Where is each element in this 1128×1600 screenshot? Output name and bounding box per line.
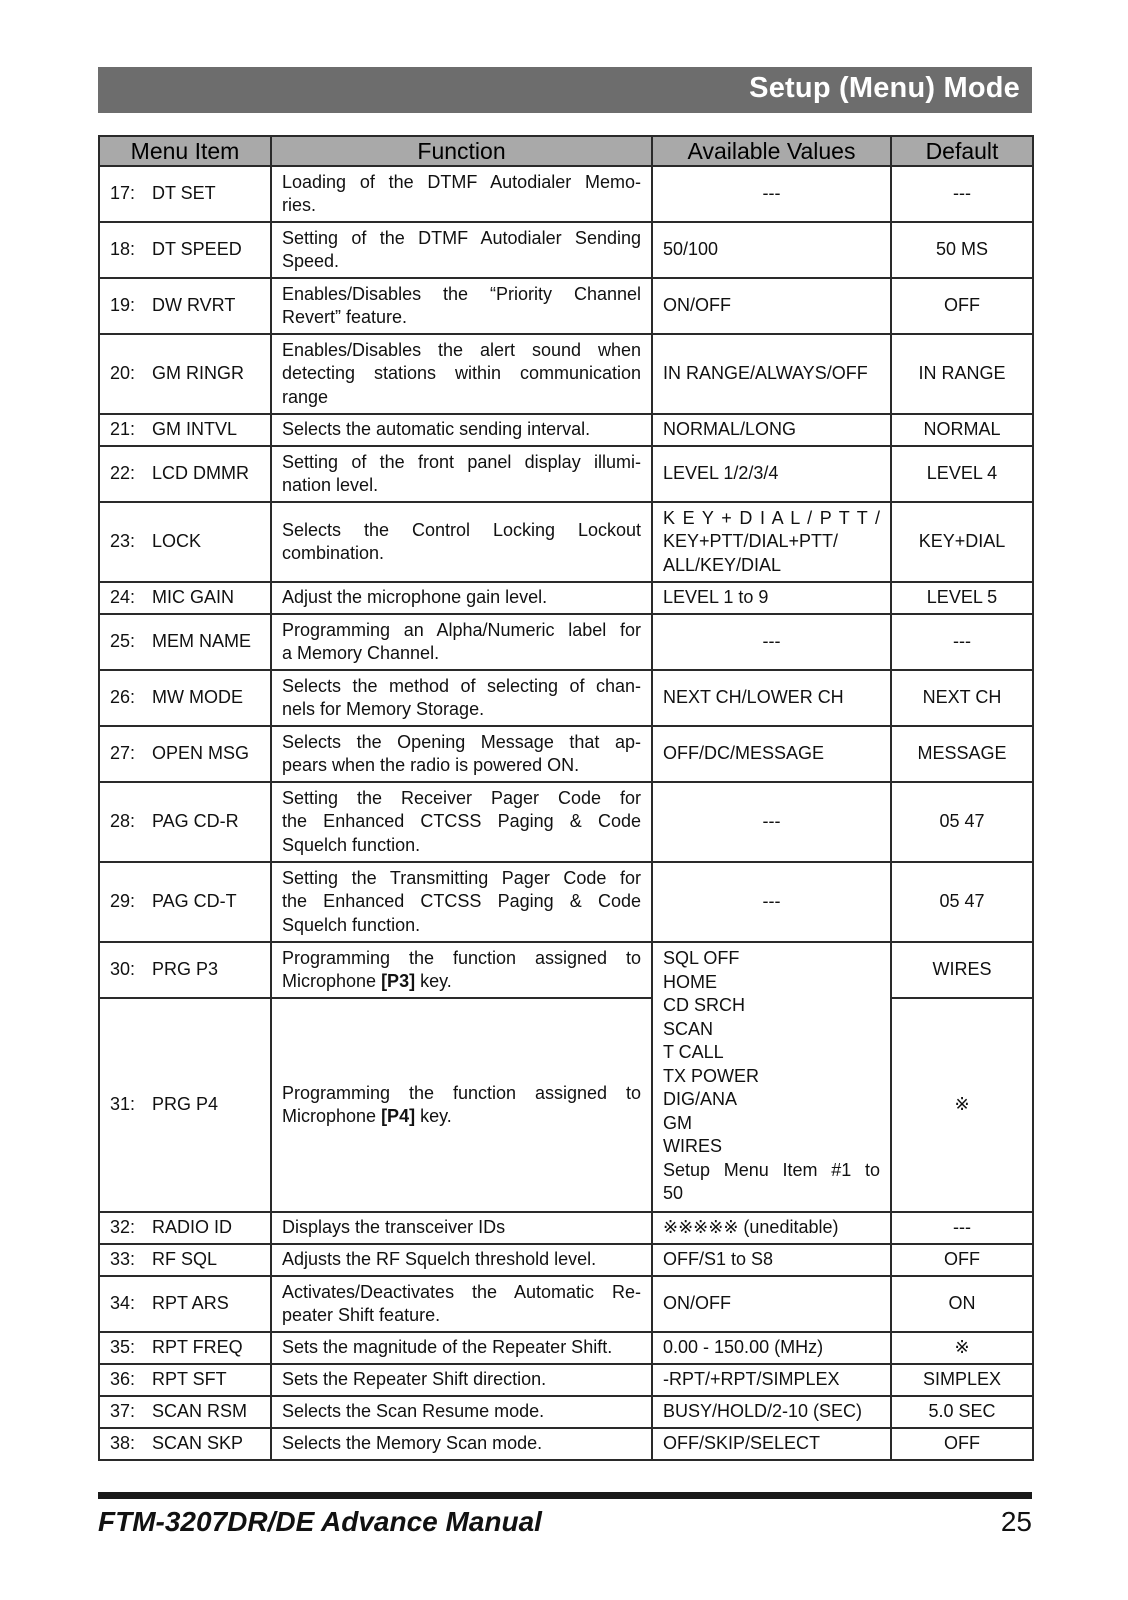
menu-item-cell xyxy=(99,1276,271,1332)
function-cell: Selects the Memory Scan mode. xyxy=(271,1428,652,1460)
values-cell: BUSY/HOLD/2-10 (SEC) xyxy=(652,1396,891,1428)
values-list-item: T CALL xyxy=(663,1042,724,1062)
menu-item-number: 24: xyxy=(110,587,136,608)
menu-item-cell xyxy=(99,1244,271,1276)
table-row xyxy=(99,1244,1033,1276)
function-cell: Sets the magnitude of the Repeater Shift. xyxy=(271,1332,652,1364)
table-row xyxy=(99,782,1033,862)
default-cell: LEVEL 5 xyxy=(891,582,1033,614)
function-text: Selects the Opening Message that ap- xyxy=(282,731,641,752)
menu-item-name: LCD DMMR xyxy=(152,463,249,484)
menu-item-name: GM INTVL xyxy=(152,419,238,440)
menu-item-cell xyxy=(99,166,271,222)
function-text-part: key. xyxy=(415,1106,452,1126)
table-row xyxy=(99,614,1033,670)
menu-item-number: 31: xyxy=(110,1094,136,1115)
function-text: Selects the Control Locking Lockout xyxy=(282,519,641,540)
default-cell: OFF xyxy=(891,278,1033,334)
menu-item-name: MEM NAME xyxy=(152,631,251,652)
values-text: KEY+PTT/DIAL+PTT/ xyxy=(663,531,839,552)
menu-item-cell xyxy=(99,942,271,998)
menu-item-number: 30: xyxy=(110,959,136,980)
page-number: 25 xyxy=(1000,1506,1032,1537)
function-text: Squelch function. xyxy=(282,914,421,935)
menu-item-name: DW RVRT xyxy=(152,295,236,316)
default-cell: --- xyxy=(891,1212,1033,1244)
default-cell: LEVEL 4 xyxy=(891,446,1033,502)
default-cell: NEXT CH xyxy=(891,670,1033,726)
values-cell: OFF/SKIP/SELECT xyxy=(652,1428,891,1460)
menu-item-cell xyxy=(99,414,271,446)
function-cell xyxy=(271,334,652,414)
table-row xyxy=(99,334,1033,414)
menu-item-cell xyxy=(99,1364,271,1396)
default-cell: SIMPLEX xyxy=(891,1364,1033,1396)
function-text: detecting stations within communication xyxy=(282,363,641,384)
default-cell: 5.0 SEC xyxy=(891,1396,1033,1428)
function-text-part: key. xyxy=(415,971,452,991)
default-cell: --- xyxy=(891,614,1033,670)
function-text: Programming the function assigned to xyxy=(282,947,641,968)
function-cell: Sets the Repeater Shift direction. xyxy=(271,1364,652,1396)
function-text: Setting of the front panel display illumi- xyxy=(282,451,641,472)
function-cell xyxy=(271,502,652,582)
menu-item-cell xyxy=(99,1428,271,1460)
values-cell: ON/OFF xyxy=(652,278,891,334)
function-cell: Selects the Scan Resume mode. xyxy=(271,1396,652,1428)
function-text: Setting the Receiver Pager Code for xyxy=(282,787,641,808)
menu-item-cell xyxy=(99,998,271,1212)
function-cell xyxy=(271,278,652,334)
values-list-item: SCAN xyxy=(663,1018,714,1039)
function-cell xyxy=(271,166,652,222)
table-row xyxy=(99,278,1033,334)
menu-item-cell xyxy=(99,782,271,862)
function-text: the Enhanced CTCSS Paging & Code xyxy=(282,891,641,912)
default-cell: MESSAGE xyxy=(891,726,1033,782)
menu-item-cell xyxy=(99,446,271,502)
function-text: Programming an Alpha/Numeric label for xyxy=(282,619,641,640)
function-text-part: Microphone xyxy=(282,1106,382,1126)
values-list-item: HOME xyxy=(663,971,717,992)
menu-item-number: 27: xyxy=(110,743,136,764)
function-text: Setting the Transmitting Pager Code for xyxy=(282,867,641,888)
function-text xyxy=(282,1105,641,1129)
values-cell: --- xyxy=(652,782,891,862)
menu-item-cell xyxy=(99,334,271,414)
values-cell: 50/100 xyxy=(652,222,891,278)
function-text: pears when the radio is powered ON. xyxy=(282,755,580,775)
menu-item-cell xyxy=(99,726,271,782)
table-row xyxy=(99,166,1033,222)
default-cell: NORMAL xyxy=(891,414,1033,446)
function-text: Setting of the DTMF Autodialer Sending xyxy=(282,227,641,248)
table-row xyxy=(99,670,1033,726)
values-cell: --- xyxy=(652,614,891,670)
menu-item-name: LOCK xyxy=(152,531,202,552)
menu-item-name: RADIO ID xyxy=(152,1217,233,1238)
menu-item-name: RPT SFT xyxy=(152,1369,227,1390)
default-cell: --- xyxy=(891,166,1033,222)
function-text xyxy=(282,970,641,994)
values-list-item: TX POWER xyxy=(663,1065,760,1086)
values-cell: IN RANGE/ALWAYS/OFF xyxy=(652,334,891,414)
function-cell: Selects the automatic sending interval. xyxy=(271,414,652,446)
values-list-item: CD SRCH xyxy=(663,995,746,1015)
values-list-item: 50 xyxy=(663,1183,684,1203)
table-row xyxy=(99,222,1033,278)
function-cell xyxy=(271,726,652,782)
values-text: K E Y + D I A L / P T T / xyxy=(663,507,880,528)
function-cell xyxy=(271,862,652,942)
values-cell xyxy=(652,502,891,582)
menu-item-cell xyxy=(99,1396,271,1428)
default-cell: WIRES xyxy=(891,942,1033,998)
menu-item-number: 21: xyxy=(110,419,136,440)
menu-item-number: 22: xyxy=(110,463,136,484)
table-header-row xyxy=(99,136,1033,166)
column-header-function: Function xyxy=(271,136,652,166)
table-row xyxy=(99,446,1033,502)
menu-item-name: GM RINGR xyxy=(152,363,244,384)
values-cell: OFF/S1 to S8 xyxy=(652,1244,891,1276)
values-cell: 0.00 - 150.00 (MHz) xyxy=(652,1332,891,1364)
function-text: Enables/Disables the alert sound when xyxy=(282,339,641,360)
function-cell xyxy=(271,998,652,1212)
column-header-available-values: Available Values xyxy=(652,136,891,166)
menu-item-name: MW MODE xyxy=(152,687,243,708)
menu-item-name: MIC GAIN xyxy=(152,587,235,608)
menu-item-number: 18: xyxy=(110,239,136,260)
table-row xyxy=(99,1332,1033,1364)
menu-item-number: 33: xyxy=(110,1249,136,1270)
menu-item-number: 36: xyxy=(110,1369,136,1390)
table-row xyxy=(99,1364,1033,1396)
function-text: Activates/Deactivates the Automatic Re- xyxy=(282,1281,641,1302)
values-cell: OFF/DC/MESSAGE xyxy=(652,726,891,782)
menu-item-cell xyxy=(99,862,271,942)
values-cell: NORMAL/LONG xyxy=(652,414,891,446)
column-header-menu-item: Menu Item xyxy=(99,136,271,166)
menu-item-name: RF SQL xyxy=(152,1249,218,1270)
menu-item-cell xyxy=(99,1212,271,1244)
function-cell: Adjust the microphone gain level. xyxy=(271,582,652,614)
default-cell: KEY+DIAL xyxy=(891,502,1033,582)
function-text: Programming the function assigned to xyxy=(282,1082,641,1103)
values-cell: NEXT CH/LOWER CH xyxy=(652,670,891,726)
menu-item-cell xyxy=(99,582,271,614)
function-text: a Memory Channel. xyxy=(282,643,440,663)
values-list-item: DIG/ANA xyxy=(663,1089,738,1109)
table-row xyxy=(99,1276,1033,1332)
function-cell: Displays the transceiver IDs xyxy=(271,1212,652,1244)
menu-item-number: 23: xyxy=(110,531,136,552)
function-text: Revert” feature. xyxy=(282,307,408,327)
menu-item-number: 17: xyxy=(110,183,136,204)
menu-item-name: DT SPEED xyxy=(152,239,242,260)
values-list-item: Setup Menu Item #1 to xyxy=(663,1159,880,1180)
function-text: ries. xyxy=(282,195,317,215)
menu-item-number: 37: xyxy=(110,1401,136,1422)
table-row xyxy=(99,726,1033,782)
values-list-item: SQL OFF xyxy=(663,948,740,968)
section-header-bar xyxy=(98,67,1032,113)
menu-item-name: SCAN SKP xyxy=(152,1433,244,1454)
default-cell: ON xyxy=(891,1276,1033,1332)
menu-item-number: 28: xyxy=(110,811,136,832)
table-row xyxy=(99,862,1033,942)
function-text: Enables/Disables the “Priority Channel xyxy=(282,283,641,304)
function-text-part: Microphone xyxy=(282,971,382,991)
footer-manual-title: FTM-3207DR/DE Advance Manual xyxy=(98,1506,542,1537)
values-cell: LEVEL 1/2/3/4 xyxy=(652,446,891,502)
table-row xyxy=(99,1212,1033,1244)
menu-item-name: PAG CD-T xyxy=(152,891,237,912)
menu-item-cell xyxy=(99,222,271,278)
function-cell xyxy=(271,670,652,726)
default-cell: 05 47 xyxy=(891,782,1033,862)
values-text: ALL/KEY/DIAL xyxy=(663,554,782,575)
default-cell: OFF xyxy=(891,1428,1033,1460)
column-header-default: Default xyxy=(891,136,1033,166)
menu-item-name: DT SET xyxy=(152,183,216,204)
default-cell: IN RANGE xyxy=(891,334,1033,414)
function-text: Speed. xyxy=(282,251,340,271)
menu-item-name: OPEN MSG xyxy=(152,743,250,764)
menu-item-name: RPT ARS xyxy=(152,1293,229,1314)
function-cell: Adjusts the RF Squelch threshold level. xyxy=(271,1244,652,1276)
values-cell: ON/OFF xyxy=(652,1276,891,1332)
function-text: combination. xyxy=(282,543,385,563)
menu-item-number: 29: xyxy=(110,891,136,912)
table-row xyxy=(99,414,1033,446)
function-text: Loading of the DTMF Autodialer Memo- xyxy=(282,171,641,192)
menu-item-cell xyxy=(99,1332,271,1364)
menu-item-name: PRG P4 xyxy=(152,1094,219,1115)
function-cell xyxy=(271,942,652,998)
menu-item-number: 34: xyxy=(110,1293,136,1314)
menu-item-number: 19: xyxy=(110,295,136,316)
table-row xyxy=(99,582,1033,614)
default-cell: 05 47 xyxy=(891,862,1033,942)
function-text: the Enhanced CTCSS Paging & Code xyxy=(282,811,641,832)
values-list-item: GM xyxy=(663,1112,692,1133)
default-cell: OFF xyxy=(891,1244,1033,1276)
menu-table xyxy=(98,135,1034,1461)
values-list-item: WIRES xyxy=(663,1136,723,1156)
values-cell-prg-keys xyxy=(652,942,891,1212)
section-title: Setup (Menu) Mode xyxy=(749,72,1020,104)
menu-item-number: 38: xyxy=(110,1433,136,1454)
function-cell xyxy=(271,782,652,862)
menu-item-name: RPT FREQ xyxy=(152,1337,243,1358)
menu-item-number: 25: xyxy=(110,631,136,652)
default-cell: 50 MS xyxy=(891,222,1033,278)
function-cell xyxy=(271,1276,652,1332)
key-ref-p4: [P4] xyxy=(381,1106,416,1126)
key-ref-p3: [P3] xyxy=(381,971,416,991)
menu-item-cell xyxy=(99,278,271,334)
footer-rule xyxy=(98,1492,1032,1499)
menu-item-cell xyxy=(99,670,271,726)
values-cell: -RPT/+RPT/SIMPLEX xyxy=(652,1364,891,1396)
table-row xyxy=(99,1396,1033,1428)
menu-item-cell xyxy=(99,502,271,582)
table-row xyxy=(99,502,1033,582)
menu-item-number: 20: xyxy=(110,363,136,384)
menu-item-name: SCAN RSM xyxy=(152,1401,248,1422)
function-text: range xyxy=(282,386,329,407)
function-cell xyxy=(271,446,652,502)
function-text: peater Shift feature. xyxy=(282,1305,441,1325)
menu-item-number: 35: xyxy=(110,1337,136,1358)
menu-item-number: 26: xyxy=(110,687,136,708)
table-row xyxy=(99,1428,1033,1460)
values-cell: --- xyxy=(652,166,891,222)
function-cell xyxy=(271,614,652,670)
function-text: Squelch function. xyxy=(282,834,421,855)
table-row xyxy=(99,998,1033,1212)
menu-item-cell xyxy=(99,614,271,670)
default-cell: ※ xyxy=(891,998,1033,1212)
default-cell: ※ xyxy=(891,1332,1033,1364)
function-cell xyxy=(271,222,652,278)
function-text: nels for Memory Storage. xyxy=(282,699,485,719)
function-text: nation level. xyxy=(282,475,379,495)
table-row xyxy=(99,942,1033,998)
menu-item-number: 32: xyxy=(110,1217,136,1238)
menu-item-name: PRG P3 xyxy=(152,959,219,980)
values-cell: ※※※※※ (uneditable) xyxy=(652,1212,891,1244)
function-text: Selects the method of selecting of chan- xyxy=(282,675,641,696)
menu-item-name: PAG CD-R xyxy=(152,811,239,832)
values-cell: --- xyxy=(652,862,891,942)
values-cell: LEVEL 1 to 9 xyxy=(652,582,891,614)
